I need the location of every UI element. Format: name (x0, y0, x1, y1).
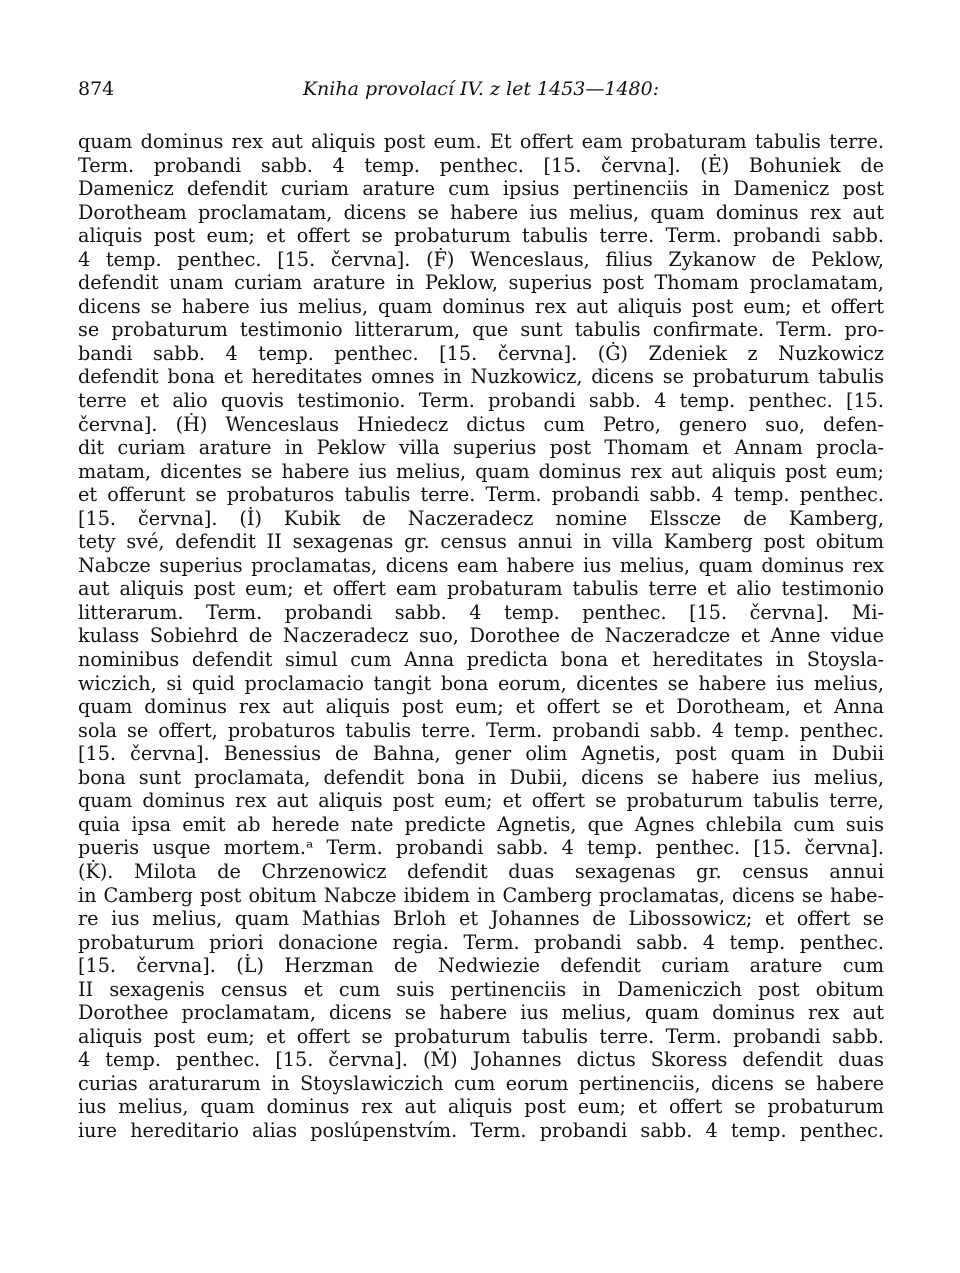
text-line: matam, dicentes se habere ius melius, quam dominus rex aut aliquis post eum; (78, 459, 884, 483)
text-line: tety své, defendit II sexagenas gr. census annui in villa Kamberg post obitum (78, 530, 884, 554)
text-line: probaturum priori donacione regia. Term. probandi sabb. 4 temp. penthec. (78, 930, 884, 954)
text-line: terre et alio quovis testimonio. Term. probandi sabb. 4 temp. penthec. [15. (78, 389, 884, 413)
page-header (78, 78, 884, 106)
text-line: (K̇). Milota de Chrzenowicz defendit duas sexagenas gr. census annui (78, 859, 884, 883)
page-number: 874 (78, 78, 115, 100)
text-line: defendit bona et hereditates omnes in Nuzkowicz, dicens se probaturum tabulis (78, 365, 884, 389)
text-line: pueris usque mortem.ᵃ Term. probandi sabb. 4 temp. penthec. [15. června]. (78, 836, 884, 860)
text-line: [15. června]. (L̇) Herzman de Nedwiezie defendit curiam arature cum (78, 954, 884, 978)
text-line: aliquis post eum; et offert se probaturum tabulis terre. Term. probandi sabb. (78, 224, 884, 248)
text-line: [15. června]. Benessius de Bahna, gener olim Agnetis, post quam in Dubii (78, 742, 884, 766)
body-text (78, 130, 884, 1143)
text-line: června]. (Ḣ) Wenceslaus Hniedecz dictus cum Petro, genero suo, defen- (78, 412, 884, 436)
text-line: Dorotheam proclamatam, dicens se habere ius melius, quam dominus rex aut (78, 200, 884, 224)
text-line: iure hereditario alias poslúpenstvím. Term. probandi sabb. 4 temp. penthec. (78, 1118, 884, 1142)
text-line: et offerunt se probaturos tabulis terre. Term. probandi sabb. 4 temp. penthec. (78, 483, 884, 507)
text-line: curias araturarum in Stoyslawiczich cum eorum pertinenciis, dicens se habere (78, 1071, 884, 1095)
text-line: quam dominus rex aut aliquis post eum. Et offert eam probaturam tabulis terre. (78, 130, 884, 153)
text-line: dit curiam arature in Peklow villa superius post Thomam et Annam procla- (78, 436, 884, 460)
text-line: litterarum. Term. probandi sabb. 4 temp. penthec. [15. června]. Mi- (78, 600, 884, 624)
text-line: quam dominus rex aut aliquis post eum; et offert se probaturum tabulis terre, (78, 789, 884, 813)
text-line: bona sunt proclamata, defendit bona in Dubii, dicens se habere ius melius, (78, 765, 884, 789)
text-line: 4 temp. penthec. [15. června]. (Ṁ) Johannes dictus Skoress defendit duas (78, 1048, 884, 1072)
text-line: se probaturum testimonio litterarum, que sunt tabulis confirmate. Term. pro- (78, 318, 884, 342)
text-line: quia ipsa emit ab herede nate predicte Agnetis, que Agnes chlebila cum suis (78, 812, 884, 836)
text-line: Damenicz defendit curiam arature cum ipsius pertinenciis in Damenicz post (78, 177, 884, 201)
text-line: [15. června]. (İ) Kubik de Naczeradecz nomine Elsscze de Kamberg, (78, 506, 884, 530)
text-line: aliquis post eum; et offert se probaturum tabulis terre. Term. probandi sabb. (78, 1024, 884, 1048)
text-line: defendit unam curiam arature in Peklow, superius post Thomam proclamatam, (78, 271, 884, 295)
running-title: Kniha provolací IV. z let 1453—1480: (302, 78, 660, 100)
text-line: sola se offert, probaturos tabulis terre. Term. probandi sabb. 4 temp. penthec. (78, 718, 884, 742)
text-line: kulass Sobiehrd de Naczeradecz suo, Dorothee de Naczeradcze et Anne vidue (78, 624, 884, 648)
text-line: in Camberg post obitum Nabcze ibidem in Camberg proclamatas, dicens se habe- (78, 883, 884, 907)
text-line: bandi sabb. 4 temp. penthec. [15. června]. (Ġ) Zdeniek z Nuzkowicz (78, 341, 884, 365)
text-line: 4 temp. penthec. [15. června]. (Ḟ) Wenceslaus, filius Zykanow de Peklow, (78, 247, 884, 271)
text-line: dicens se habere ius melius, quam dominus rex aut aliquis post eum; et offert (78, 294, 884, 318)
text-line: aut aliquis post eum; et offert eam probaturam tabulis terre et alio testimonio (78, 577, 884, 601)
text-line: nominibus defendit simul cum Anna predicta bona et hereditates in Stoysla- (78, 648, 884, 672)
text-line: ius melius, quam dominus rex aut aliquis post eum; et offert se probaturum (78, 1095, 884, 1119)
text-line: Dorothee proclamatam, dicens se habere ius melius, quam dominus rex aut (78, 1001, 884, 1025)
text-line: re ius melius, quam Mathias Brloh et Johannes de Libossowicz; et offert se (78, 907, 884, 931)
text-line: Nabcze superius proclamatas, dicens eam habere ius melius, quam dominus rex (78, 553, 884, 577)
text-line: Term. probandi sabb. 4 temp. penthec. [15. června]. (Ė) Bohuniek de (78, 153, 884, 177)
text-line: II sexagenis census et cum suis pertinenciis in Dameniczich post obitum (78, 977, 884, 1001)
text-line: wiczich, si quid proclamacio tangit bona eorum, dicentes se habere ius melius, (78, 671, 884, 695)
text-line: quam dominus rex aut aliquis post eum; et offert se et Dorotheam, et Anna (78, 695, 884, 719)
